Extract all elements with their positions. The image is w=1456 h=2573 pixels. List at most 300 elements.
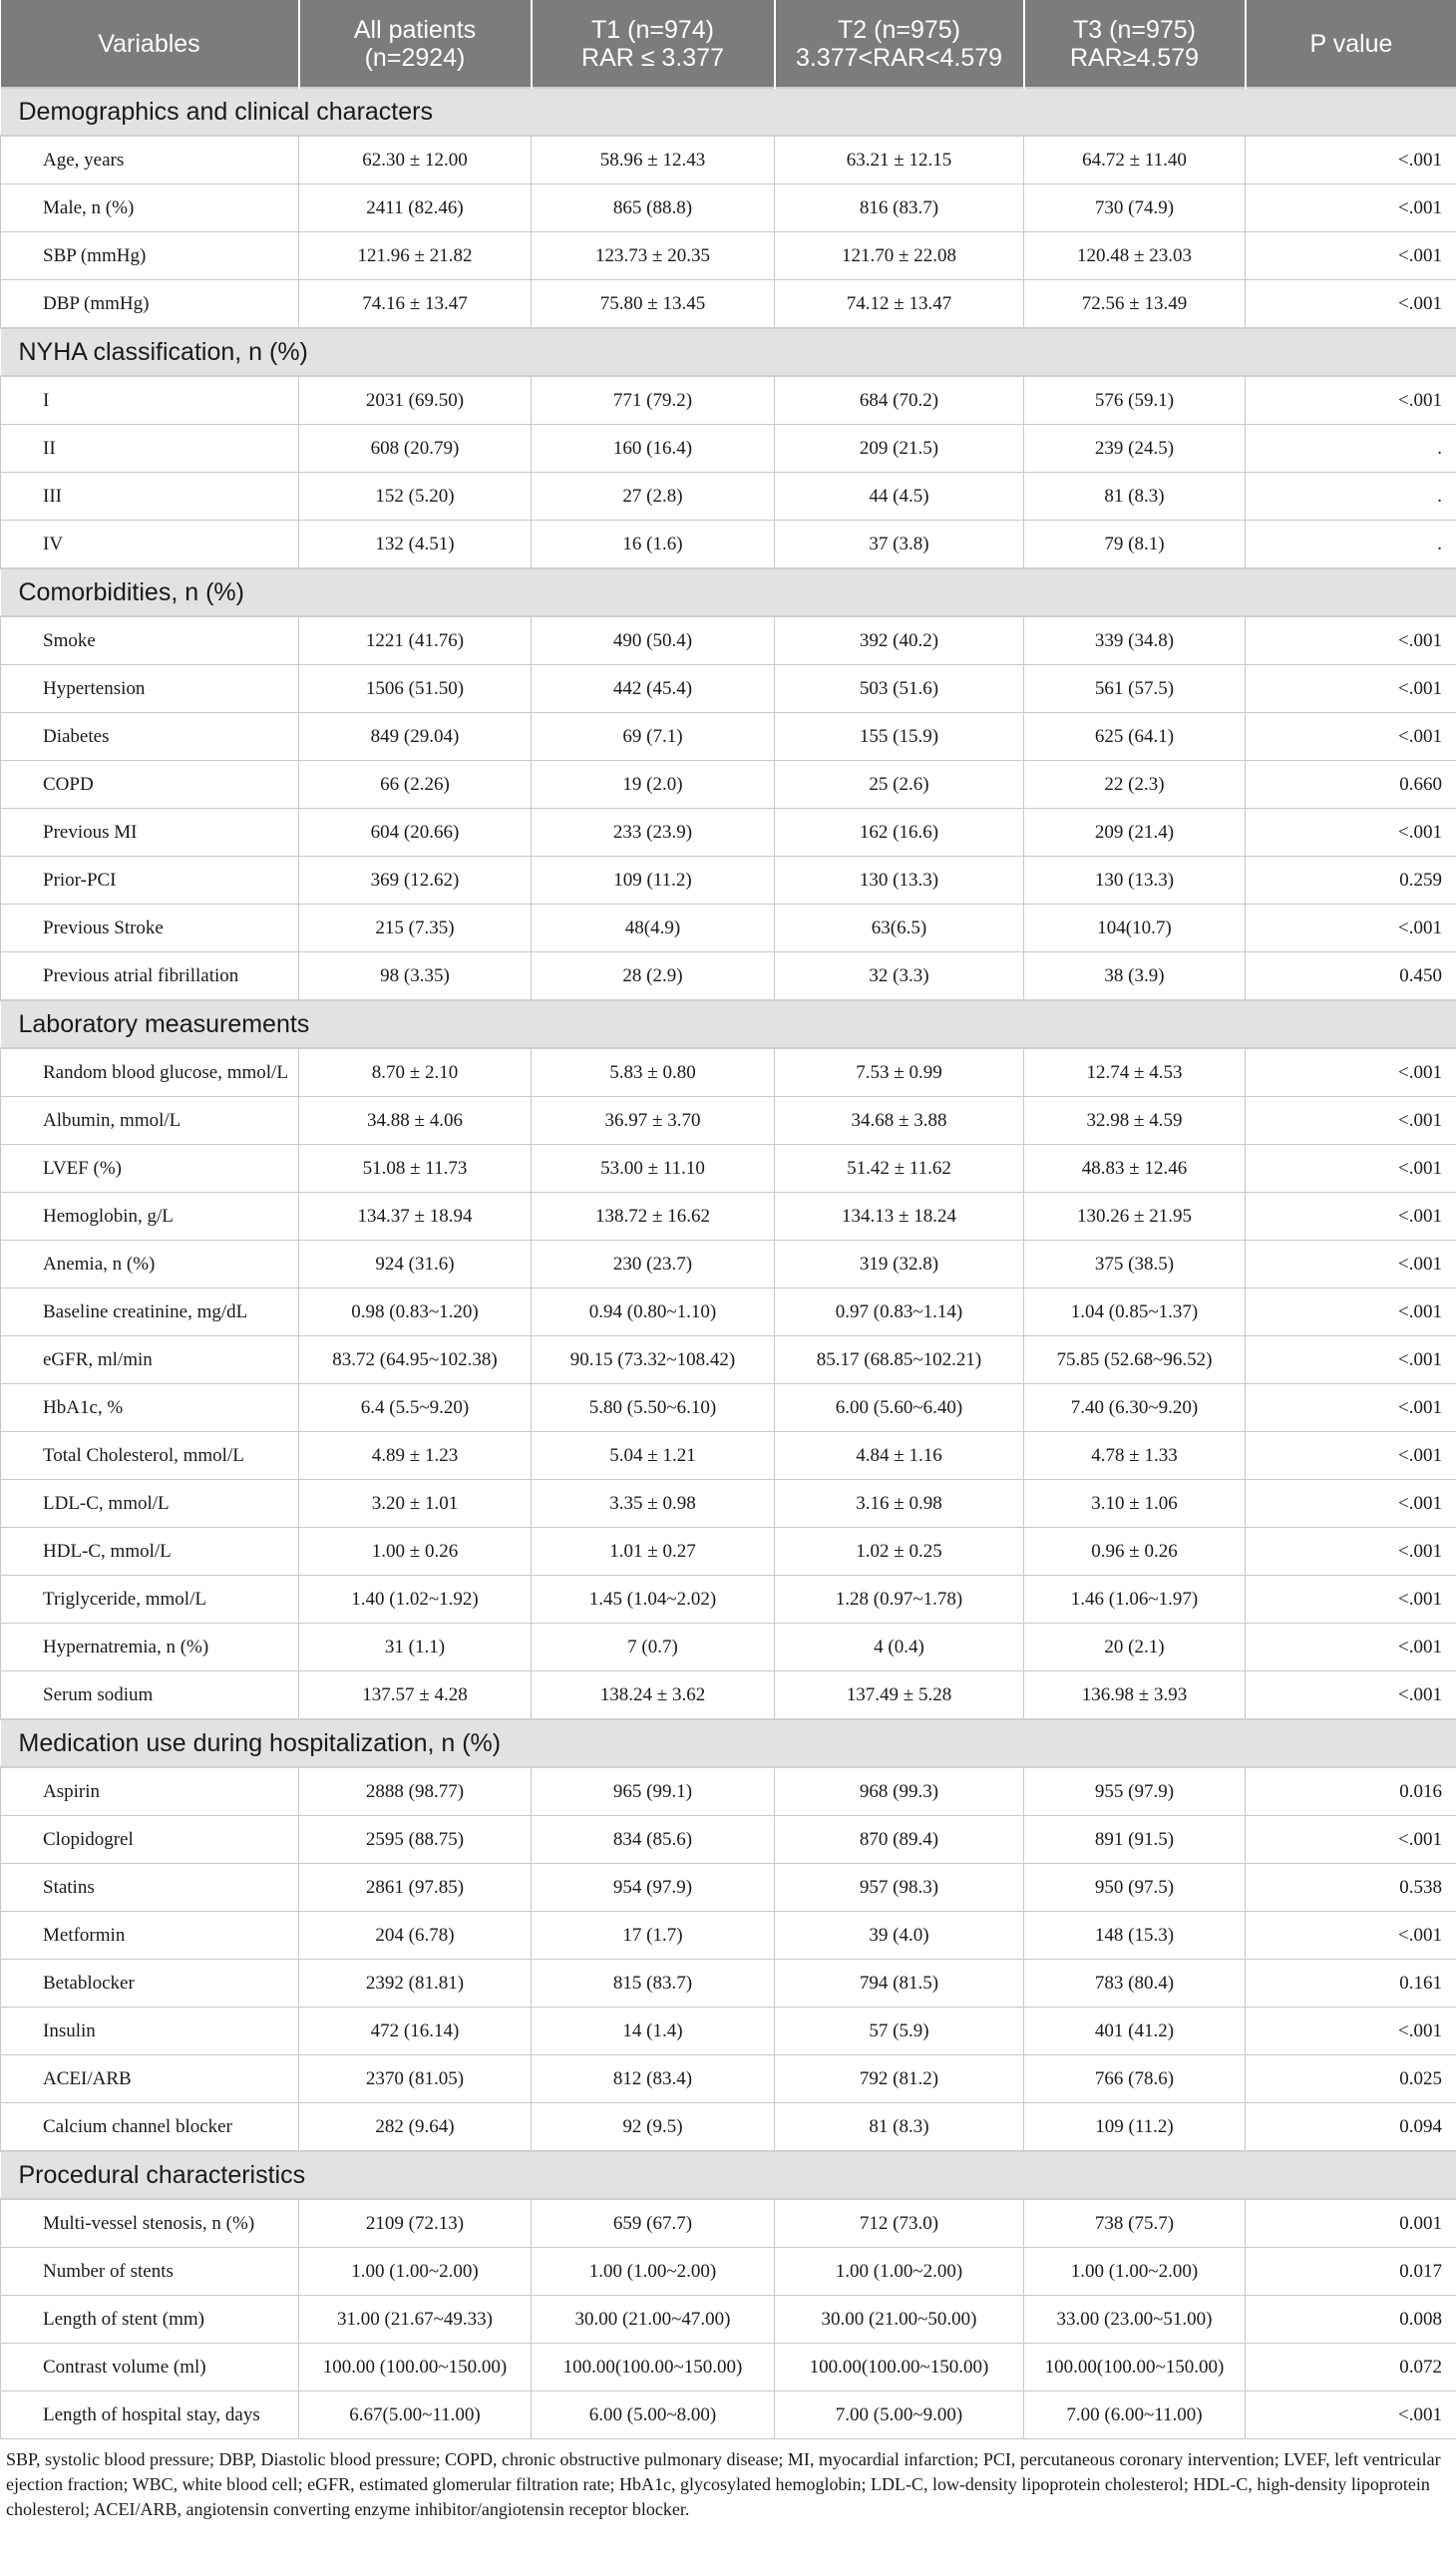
t3-cell: 48.83 ± 12.46 <box>1024 1145 1246 1193</box>
t3-cell: 12.74 ± 4.53 <box>1024 1048 1246 1097</box>
variable-cell: Baseline creatinine, mg/dL <box>1 1288 299 1336</box>
t3-cell: 561 (57.5) <box>1024 665 1246 713</box>
t3-cell: 3.10 ± 1.06 <box>1024 1480 1246 1528</box>
table-row <box>1 2008 1456 2055</box>
header-t3: T3 (n=975) RAR≥4.579 <box>1024 0 1246 88</box>
variable-cell: Hypernatremia, n (%) <box>1 1624 299 1671</box>
table-row <box>1 952 1456 1001</box>
table-row <box>1 809 1456 857</box>
t1-cell: 28 (2.9) <box>532 952 775 1001</box>
t2-cell: 319 (32.8) <box>775 1241 1024 1288</box>
t1-cell: 109 (11.2) <box>532 857 775 905</box>
table-row <box>1 1576 1456 1624</box>
variable-cell: Random blood glucose, mmol/L <box>1 1048 299 1097</box>
t3-cell: 730 (74.9) <box>1024 184 1246 232</box>
t1-cell: 5.04 ± 1.21 <box>532 1432 775 1480</box>
all-patients-cell: 0.98 (0.83~1.20) <box>299 1288 532 1336</box>
t2-cell: 712 (73.0) <box>775 2199 1024 2248</box>
section-header-row <box>1 2151 1456 2199</box>
variable-cell: Length of stent (mm) <box>1 2296 299 2344</box>
t2-cell: 870 (89.4) <box>775 1816 1024 1864</box>
t1-cell: 1.45 (1.04~2.02) <box>532 1576 775 1624</box>
table-row <box>1 1816 1456 1864</box>
table-row <box>1 1432 1456 1480</box>
t3-cell: 1.04 (0.85~1.37) <box>1024 1288 1246 1336</box>
t2-cell: 81 (8.3) <box>775 2103 1024 2152</box>
t3-cell: 20 (2.1) <box>1024 1624 1246 1671</box>
p-value-cell: <.001 <box>1246 232 1456 280</box>
p-value-cell: <.001 <box>1246 2391 1456 2439</box>
all-patients-cell: 132 (4.51) <box>299 521 532 569</box>
all-patients-cell: 31.00 (21.67~49.33) <box>299 2296 532 2344</box>
t1-cell: 138.72 ± 16.62 <box>532 1193 775 1241</box>
table-row <box>1 521 1456 569</box>
t2-cell: 392 (40.2) <box>775 616 1024 665</box>
all-patients-cell: 2370 (81.05) <box>299 2055 532 2103</box>
all-patients-cell: 282 (9.64) <box>299 2103 532 2152</box>
variable-cell: Length of hospital stay, days <box>1 2391 299 2439</box>
section-title: Medication use during hospitalization, n (%) <box>1 1719 1456 1767</box>
t3-cell: 209 (21.4) <box>1024 809 1246 857</box>
t3-cell: 891 (91.5) <box>1024 1816 1246 1864</box>
t1-cell: 7 (0.7) <box>532 1624 775 1671</box>
all-patients-cell: 1506 (51.50) <box>299 665 532 713</box>
t1-cell: 90.15 (73.32~108.42) <box>532 1336 775 1384</box>
p-value-cell: 0.094 <box>1246 2103 1456 2152</box>
t1-cell: 442 (45.4) <box>532 665 775 713</box>
section-title: NYHA classification, n (%) <box>1 328 1456 376</box>
p-value-cell: <.001 <box>1246 1288 1456 1336</box>
all-patients-cell: 6.4 (5.5~9.20) <box>299 1384 532 1432</box>
p-value-cell: <.001 <box>1246 1671 1456 1720</box>
section-title: Laboratory measurements <box>1 1000 1456 1048</box>
p-value-cell: 0.016 <box>1246 1767 1456 1816</box>
header-all-patients: All patients (n=2924) <box>299 0 532 88</box>
variable-cell: ACEI/ARB <box>1 2055 299 2103</box>
t3-cell: 7.00 (6.00~11.00) <box>1024 2391 1246 2439</box>
all-patients-cell: 34.88 ± 4.06 <box>299 1097 532 1145</box>
t1-cell: 14 (1.4) <box>532 2008 775 2055</box>
t1-cell: 16 (1.6) <box>532 521 775 569</box>
variable-cell: Insulin <box>1 2008 299 2055</box>
t1-cell: 233 (23.9) <box>532 809 775 857</box>
t1-cell: 659 (67.7) <box>532 2199 775 2248</box>
p-value-cell: <.001 <box>1246 1432 1456 1480</box>
t3-cell: 75.85 (52.68~96.52) <box>1024 1336 1246 1384</box>
variable-cell: Betablocker <box>1 1960 299 2008</box>
p-value-cell: <.001 <box>1246 1912 1456 1960</box>
variable-cell: Anemia, n (%) <box>1 1241 299 1288</box>
t3-cell: 104(10.7) <box>1024 905 1246 952</box>
all-patients-cell: 98 (3.35) <box>299 952 532 1001</box>
variable-cell: SBP (mmHg) <box>1 232 299 280</box>
t3-cell: 136.98 ± 3.93 <box>1024 1671 1246 1720</box>
p-value-cell: <.001 <box>1246 2008 1456 2055</box>
all-patients-cell: 4.89 ± 1.23 <box>299 1432 532 1480</box>
header-variables: Variables <box>1 0 299 88</box>
all-patients-cell: 1.00 (1.00~2.00) <box>299 2248 532 2296</box>
p-value-cell: 0.008 <box>1246 2296 1456 2344</box>
section-title: Procedural characteristics <box>1 2151 1456 2199</box>
t2-cell: 4.84 ± 1.16 <box>775 1432 1024 1480</box>
header-t2: T2 (n=975) 3.377<RAR<4.579 <box>775 0 1024 88</box>
p-value-cell: . <box>1246 521 1456 569</box>
t2-cell: 957 (98.3) <box>775 1864 1024 1912</box>
t1-cell: 92 (9.5) <box>532 2103 775 2152</box>
t2-cell: 57 (5.9) <box>775 2008 1024 2055</box>
table-row <box>1 2248 1456 2296</box>
p-value-cell: 0.538 <box>1246 1864 1456 1912</box>
t1-cell: 865 (88.8) <box>532 184 775 232</box>
p-value-cell: 0.025 <box>1246 2055 1456 2103</box>
t1-cell: 123.73 ± 20.35 <box>532 232 775 280</box>
p-value-cell: <.001 <box>1246 713 1456 761</box>
t3-cell: 625 (64.1) <box>1024 713 1246 761</box>
variable-cell: Multi-vessel stenosis, n (%) <box>1 2199 299 2248</box>
t2-cell: 37 (3.8) <box>775 521 1024 569</box>
variable-cell: I <box>1 376 299 425</box>
t1-cell: 1.01 ± 0.27 <box>532 1528 775 1576</box>
t3-cell: 955 (97.9) <box>1024 1767 1246 1816</box>
t1-cell: 6.00 (5.00~8.00) <box>532 2391 775 2439</box>
section-header-row <box>1 1000 1456 1048</box>
all-patients-cell: 152 (5.20) <box>299 473 532 521</box>
all-patients-cell: 66 (2.26) <box>299 761 532 809</box>
all-patients-cell: 1.00 ± 0.26 <box>299 1528 532 1576</box>
section-header-row <box>1 1719 1456 1767</box>
all-patients-cell: 608 (20.79) <box>299 425 532 473</box>
variable-cell: Previous Stroke <box>1 905 299 952</box>
p-value-cell: <.001 <box>1246 1384 1456 1432</box>
all-patients-cell: 472 (16.14) <box>299 2008 532 2055</box>
t3-cell: 81 (8.3) <box>1024 473 1246 521</box>
t1-cell: 3.35 ± 0.98 <box>532 1480 775 1528</box>
t3-cell: 738 (75.7) <box>1024 2199 1246 2248</box>
p-value-cell: <.001 <box>1246 905 1456 952</box>
t1-cell: 36.97 ± 3.70 <box>532 1097 775 1145</box>
variable-cell: COPD <box>1 761 299 809</box>
t3-cell: 38 (3.9) <box>1024 952 1246 1001</box>
table-row <box>1 1767 1456 1816</box>
table-row <box>1 1671 1456 1720</box>
section-title: Demographics and clinical characters <box>1 88 1456 136</box>
table-row <box>1 1241 1456 1288</box>
t2-cell: 130 (13.3) <box>775 857 1024 905</box>
t3-cell: 766 (78.6) <box>1024 2055 1246 2103</box>
t3-cell: 100.00(100.00~150.00) <box>1024 2344 1246 2391</box>
variable-cell: Smoke <box>1 616 299 665</box>
t1-cell: 815 (83.7) <box>532 1960 775 2008</box>
p-value-cell: . <box>1246 425 1456 473</box>
p-value-cell: 0.450 <box>1246 952 1456 1001</box>
p-value-cell: <.001 <box>1246 376 1456 425</box>
t2-cell: 209 (21.5) <box>775 425 1024 473</box>
t2-cell: 162 (16.6) <box>775 809 1024 857</box>
variable-cell: Aspirin <box>1 1767 299 1816</box>
table-row <box>1 616 1456 665</box>
variable-cell: Albumin, mmol/L <box>1 1097 299 1145</box>
variable-cell: Contrast volume (ml) <box>1 2344 299 2391</box>
t1-cell: 812 (83.4) <box>532 2055 775 2103</box>
header-row <box>1 0 1456 88</box>
t1-cell: 138.24 ± 3.62 <box>532 1671 775 1720</box>
t2-cell: 34.68 ± 3.88 <box>775 1097 1024 1145</box>
all-patients-cell: 204 (6.78) <box>299 1912 532 1960</box>
t1-cell: 5.83 ± 0.80 <box>532 1048 775 1097</box>
table-row <box>1 1480 1456 1528</box>
t2-cell: 74.12 ± 13.47 <box>775 280 1024 329</box>
p-value-cell: <.001 <box>1246 1097 1456 1145</box>
table-row <box>1 857 1456 905</box>
t1-cell: 69 (7.1) <box>532 713 775 761</box>
all-patients-cell: 2411 (82.46) <box>299 184 532 232</box>
t2-cell: 63.21 ± 12.15 <box>775 136 1024 184</box>
t3-cell: 239 (24.5) <box>1024 425 1246 473</box>
variable-cell: eGFR, ml/min <box>1 1336 299 1384</box>
t3-cell: 130 (13.3) <box>1024 857 1246 905</box>
variable-cell: Statins <box>1 1864 299 1912</box>
all-patients-cell: 6.67(5.00~11.00) <box>299 2391 532 2439</box>
t2-cell: 51.42 ± 11.62 <box>775 1145 1024 1193</box>
t1-cell: 17 (1.7) <box>532 1912 775 1960</box>
all-patients-cell: 2888 (98.77) <box>299 1767 532 1816</box>
t2-cell: 121.70 ± 22.08 <box>775 232 1024 280</box>
t1-cell: 834 (85.6) <box>532 1816 775 1864</box>
table-row <box>1 1145 1456 1193</box>
all-patients-cell: 51.08 ± 11.73 <box>299 1145 532 1193</box>
table-row <box>1 2344 1456 2391</box>
all-patients-cell: 604 (20.66) <box>299 809 532 857</box>
all-patients-cell: 2109 (72.13) <box>299 2199 532 2248</box>
section-title: Comorbidities, n (%) <box>1 568 1456 616</box>
header-p-value: P value <box>1246 0 1456 88</box>
t1-cell: 954 (97.9) <box>532 1864 775 1912</box>
table-row <box>1 136 1456 184</box>
t1-cell: 30.00 (21.00~47.00) <box>532 2296 775 2344</box>
variable-cell: Age, years <box>1 136 299 184</box>
t2-cell: 85.17 (68.85~102.21) <box>775 1336 1024 1384</box>
t2-cell: 155 (15.9) <box>775 713 1024 761</box>
all-patients-cell: 74.16 ± 13.47 <box>299 280 532 329</box>
variable-cell: Metformin <box>1 1912 299 1960</box>
t3-cell: 32.98 ± 4.59 <box>1024 1097 1246 1145</box>
t2-cell: 44 (4.5) <box>775 473 1024 521</box>
table-row <box>1 1624 1456 1671</box>
p-value-cell: <.001 <box>1246 1193 1456 1241</box>
t2-cell: 1.02 ± 0.25 <box>775 1528 1024 1576</box>
all-patients-cell: 1.40 (1.02~1.92) <box>299 1576 532 1624</box>
t1-cell: 48(4.9) <box>532 905 775 952</box>
all-patients-cell: 8.70 ± 2.10 <box>299 1048 532 1097</box>
variable-cell: IV <box>1 521 299 569</box>
p-value-cell: 0.259 <box>1246 857 1456 905</box>
t1-cell: 53.00 ± 11.10 <box>532 1145 775 1193</box>
variable-cell: Total Cholesterol, mmol/L <box>1 1432 299 1480</box>
t1-cell: 771 (79.2) <box>532 376 775 425</box>
table-row <box>1 1912 1456 1960</box>
t2-cell: 6.00 (5.60~6.40) <box>775 1384 1024 1432</box>
table-row <box>1 713 1456 761</box>
t1-cell: 75.80 ± 13.45 <box>532 280 775 329</box>
t1-cell: 965 (99.1) <box>532 1767 775 1816</box>
t2-cell: 134.13 ± 18.24 <box>775 1193 1024 1241</box>
table-row <box>1 1384 1456 1432</box>
p-value-cell: 0.072 <box>1246 2344 1456 2391</box>
table-row <box>1 1097 1456 1145</box>
t1-cell: 5.80 (5.50~6.10) <box>532 1384 775 1432</box>
table-row <box>1 1193 1456 1241</box>
p-value-cell: <.001 <box>1246 1624 1456 1671</box>
all-patients-cell: 2392 (81.81) <box>299 1960 532 2008</box>
table-row <box>1 280 1456 329</box>
all-patients-cell: 2861 (97.85) <box>299 1864 532 1912</box>
t3-cell: 33.00 (23.00~51.00) <box>1024 2296 1246 2344</box>
all-patients-cell: 215 (7.35) <box>299 905 532 952</box>
p-value-cell: <.001 <box>1246 616 1456 665</box>
variable-cell: HDL-C, mmol/L <box>1 1528 299 1576</box>
p-value-cell: 0.017 <box>1246 2248 1456 2296</box>
p-value-cell: <.001 <box>1246 1145 1456 1193</box>
variable-cell: LDL-C, mmol/L <box>1 1480 299 1528</box>
t1-cell: 0.94 (0.80~1.10) <box>532 1288 775 1336</box>
t3-cell: 109 (11.2) <box>1024 2103 1246 2152</box>
t2-cell: 7.53 ± 0.99 <box>775 1048 1024 1097</box>
t2-cell: 1.28 (0.97~1.78) <box>775 1576 1024 1624</box>
p-value-cell: <.001 <box>1246 809 1456 857</box>
all-patients-cell: 3.20 ± 1.01 <box>299 1480 532 1528</box>
t2-cell: 32 (3.3) <box>775 952 1024 1001</box>
table-row <box>1 1864 1456 1912</box>
all-patients-cell: 100.00 (100.00~150.00) <box>299 2344 532 2391</box>
all-patients-cell: 31 (1.1) <box>299 1624 532 1671</box>
t1-cell: 100.00(100.00~150.00) <box>532 2344 775 2391</box>
t2-cell: 100.00(100.00~150.00) <box>775 2344 1024 2391</box>
variable-cell: Prior-PCI <box>1 857 299 905</box>
p-value-cell: <.001 <box>1246 1816 1456 1864</box>
t3-cell: 1.00 (1.00~2.00) <box>1024 2248 1246 2296</box>
all-patients-cell: 83.72 (64.95~102.38) <box>299 1336 532 1384</box>
variable-cell: Male, n (%) <box>1 184 299 232</box>
p-value-cell: <.001 <box>1246 184 1456 232</box>
table-row <box>1 2103 1456 2152</box>
t1-cell: 160 (16.4) <box>532 425 775 473</box>
header-t1: T1 (n=974) RAR ≤ 3.377 <box>532 0 775 88</box>
table-row <box>1 905 1456 952</box>
table-row <box>1 376 1456 425</box>
all-patients-cell: 121.96 ± 21.82 <box>299 232 532 280</box>
table-row <box>1 2391 1456 2439</box>
t2-cell: 63(6.5) <box>775 905 1024 952</box>
table-row <box>1 1288 1456 1336</box>
table-body <box>1 88 1456 2439</box>
variable-cell: Hemoglobin, g/L <box>1 1193 299 1241</box>
t3-cell: 1.46 (1.06~1.97) <box>1024 1576 1246 1624</box>
all-patients-cell: 2031 (69.50) <box>299 376 532 425</box>
variable-cell: DBP (mmHg) <box>1 280 299 329</box>
variable-cell: HbA1c, % <box>1 1384 299 1432</box>
t2-cell: 7.00 (5.00~9.00) <box>775 2391 1024 2439</box>
table-row <box>1 1048 1456 1097</box>
t2-cell: 503 (51.6) <box>775 665 1024 713</box>
table-row <box>1 2199 1456 2248</box>
t1-cell: 490 (50.4) <box>532 616 775 665</box>
p-value-cell: 0.660 <box>1246 761 1456 809</box>
table-row <box>1 2055 1456 2103</box>
table-row <box>1 761 1456 809</box>
table-row <box>1 184 1456 232</box>
table-footnote: SBP, systolic blood pressure; DBP, Diastolic blood pressure; COPD, chronic obstructive pulmonary disease; MI, myocardial infarction; PCI, percutaneous coronary intervention; LVEF, left ventricular ejection fraction; WBC, white blood cell; eGFR, estimated glomerular filtration rate; HbA1c, glycosylated hemoglobin; LDL-C, low-density lipoprotein cholesterol; HDL-C, high-density lipoprotein cholesterol; ACEI/ARB, angiotensin converting enzyme inhibitor/angiotensin receptor blocker. <box>6 2449 1441 2519</box>
t2-cell: 39 (4.0) <box>775 1912 1024 1960</box>
variable-cell: II <box>1 425 299 473</box>
table-row <box>1 473 1456 521</box>
t3-cell: 576 (59.1) <box>1024 376 1246 425</box>
t2-cell: 25 (2.6) <box>775 761 1024 809</box>
t2-cell: 1.00 (1.00~2.00) <box>775 2248 1024 2296</box>
section-header-row <box>1 568 1456 616</box>
all-patients-cell: 849 (29.04) <box>299 713 532 761</box>
t3-cell: 120.48 ± 23.03 <box>1024 232 1246 280</box>
p-value-cell: 0.161 <box>1246 1960 1456 2008</box>
t3-cell: 79 (8.1) <box>1024 521 1246 569</box>
all-patients-cell: 137.57 ± 4.28 <box>299 1671 532 1720</box>
t3-cell: 950 (97.5) <box>1024 1864 1246 1912</box>
t3-cell: 0.96 ± 0.26 <box>1024 1528 1246 1576</box>
t3-cell: 4.78 ± 1.33 <box>1024 1432 1246 1480</box>
variable-cell: Calcium channel blocker <box>1 2103 299 2152</box>
t1-cell: 58.96 ± 12.43 <box>532 136 775 184</box>
variable-cell: III <box>1 473 299 521</box>
t1-cell: 19 (2.0) <box>532 761 775 809</box>
t1-cell: 230 (23.7) <box>532 1241 775 1288</box>
t2-cell: 816 (83.7) <box>775 184 1024 232</box>
all-patients-cell: 134.37 ± 18.94 <box>299 1193 532 1241</box>
variable-cell: Triglyceride, mmol/L <box>1 1576 299 1624</box>
t3-cell: 130.26 ± 21.95 <box>1024 1193 1246 1241</box>
all-patients-cell: 924 (31.6) <box>299 1241 532 1288</box>
variable-cell: Clopidogrel <box>1 1816 299 1864</box>
variable-cell: LVEF (%) <box>1 1145 299 1193</box>
p-value-cell: . <box>1246 473 1456 521</box>
t3-cell: 72.56 ± 13.49 <box>1024 280 1246 329</box>
t3-cell: 7.40 (6.30~9.20) <box>1024 1384 1246 1432</box>
t2-cell: 794 (81.5) <box>775 1960 1024 2008</box>
p-value-cell: <.001 <box>1246 1528 1456 1576</box>
t2-cell: 0.97 (0.83~1.14) <box>775 1288 1024 1336</box>
p-value-cell: <.001 <box>1246 1336 1456 1384</box>
t2-cell: 30.00 (21.00~50.00) <box>775 2296 1024 2344</box>
p-value-cell: <.001 <box>1246 1241 1456 1288</box>
t2-cell: 792 (81.2) <box>775 2055 1024 2103</box>
t2-cell: 4 (0.4) <box>775 1624 1024 1671</box>
table-row <box>1 1336 1456 1384</box>
table-row <box>1 1960 1456 2008</box>
t3-cell: 401 (41.2) <box>1024 2008 1246 2055</box>
t3-cell: 375 (38.5) <box>1024 1241 1246 1288</box>
table-row <box>1 425 1456 473</box>
all-patients-cell: 1221 (41.76) <box>299 616 532 665</box>
t3-cell: 339 (34.8) <box>1024 616 1246 665</box>
table-row <box>1 665 1456 713</box>
all-patients-cell: 369 (12.62) <box>299 857 532 905</box>
p-value-cell: <.001 <box>1246 1048 1456 1097</box>
section-header-row <box>1 328 1456 376</box>
t3-cell: 148 (15.3) <box>1024 1912 1246 1960</box>
p-value-cell: <.001 <box>1246 1576 1456 1624</box>
t3-cell: 64.72 ± 11.40 <box>1024 136 1246 184</box>
p-value-cell: <.001 <box>1246 665 1456 713</box>
variable-cell: Previous atrial fibrillation <box>1 952 299 1001</box>
t3-cell: 22 (2.3) <box>1024 761 1246 809</box>
